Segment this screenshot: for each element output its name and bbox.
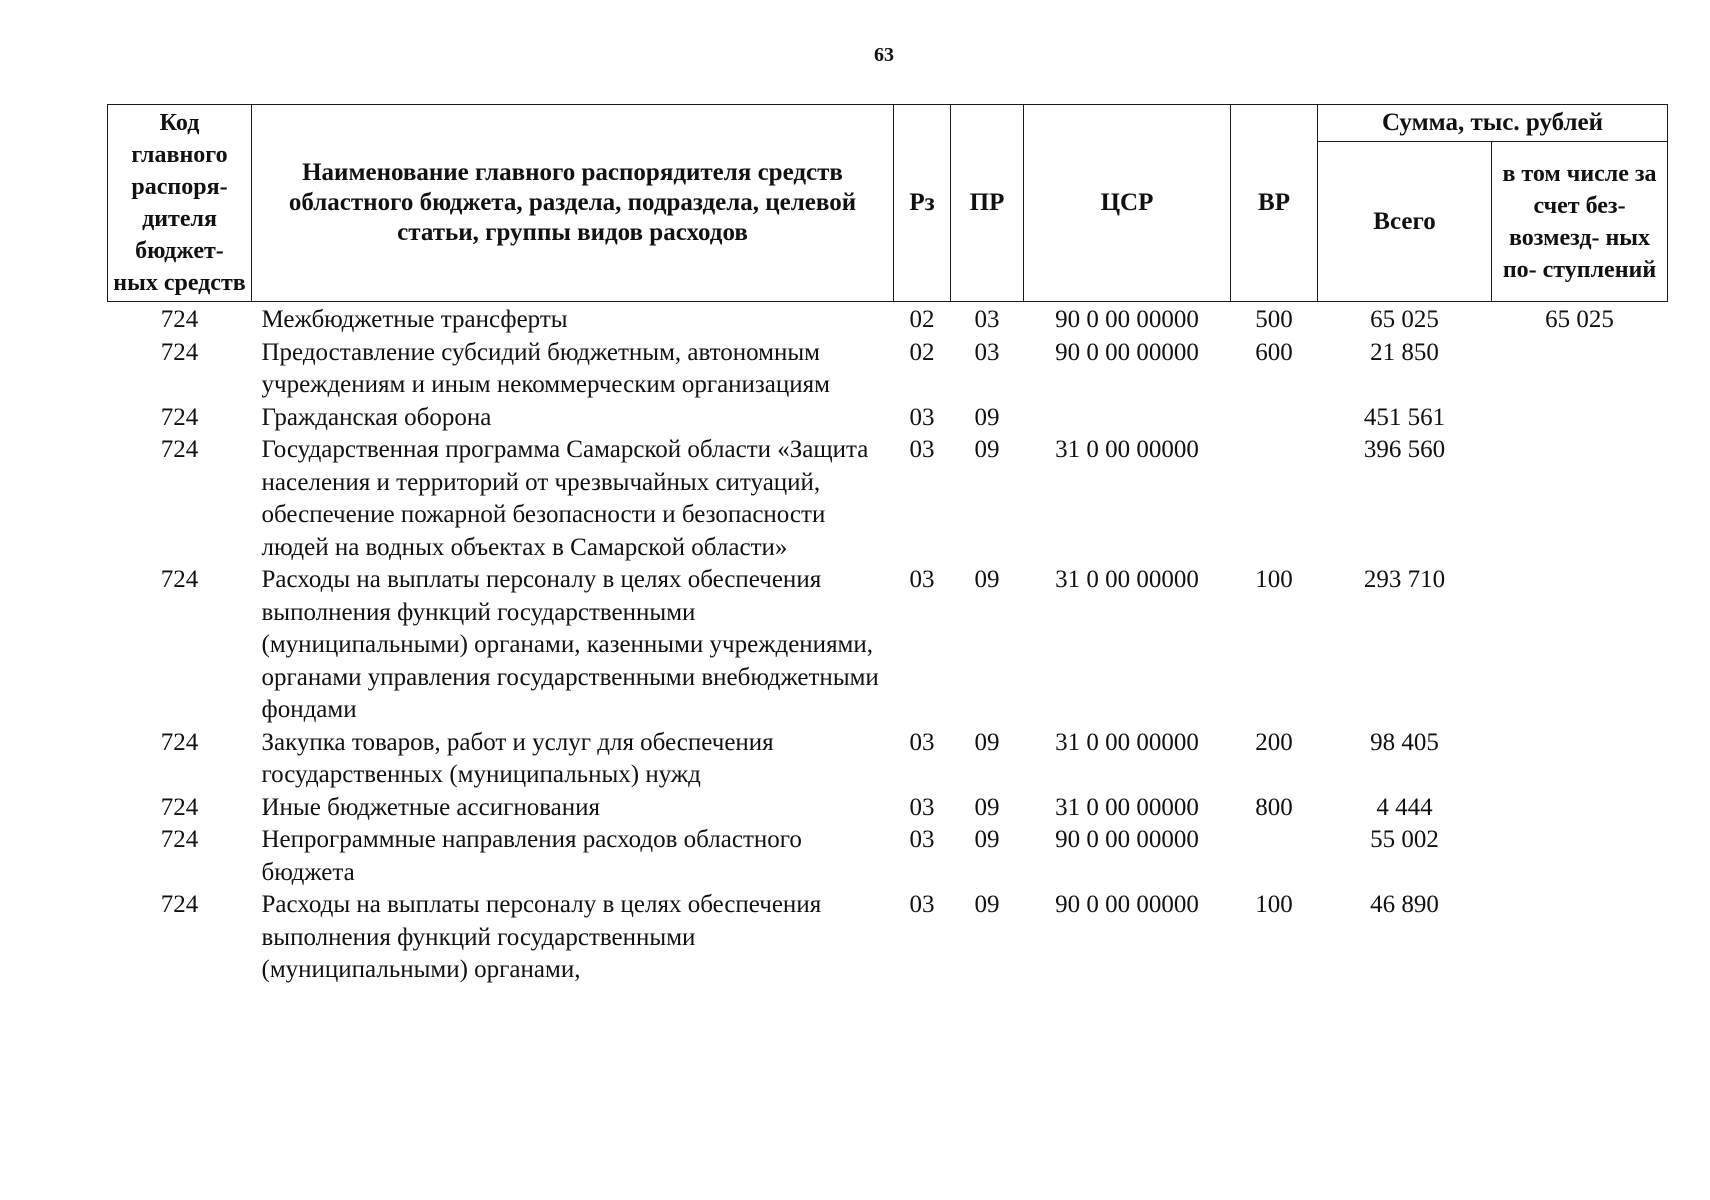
cell-name: Непрограммные направления расходов областного бюджета (261, 826, 802, 886)
budget-expenditure-table (107, 104, 1668, 987)
cell-name: Расходы на выплаты персоналу в целях обеспечения выполнения функций государственными (муниципальными) органами, казенными учреждениями, органами управления государственными внебюджетными фондами (261, 566, 879, 723)
cell-total: 98 405 (1370, 728, 1439, 756)
cell-pr: 09 (974, 826, 1000, 853)
cell-pr: 09 (974, 403, 1000, 431)
header-free: в том числе за счет без- возмезд- ных по- ступлений (1492, 142, 1668, 302)
table-row (108, 824, 1668, 889)
cell-rz: 03 (909, 826, 935, 853)
cell-name: Расходы на выплаты персоналу в целях обеспечения выполнения функций государственными (муниципальными) органами, (261, 891, 822, 983)
cell-name: Иные бюджетные ассигнования (261, 793, 601, 821)
cell-rz: 02 (909, 306, 935, 333)
cell-rz: 03 (909, 728, 935, 756)
cell-rz: 03 (909, 793, 935, 821)
cell-vr: 100 (1255, 891, 1293, 918)
header-name: Наименование главного распорядителя средств областного бюджета, раздела, подраздела, целевой статьи, группы видов расходов (252, 105, 894, 302)
cell-code: 724 (160, 566, 199, 593)
cell-vr: 200 (1255, 728, 1293, 756)
cell-total: 4 444 (1376, 793, 1433, 821)
cell-vr: 800 (1255, 793, 1293, 821)
cell-name: Предоставление субсидий бюджетным, автономным учреждениям и иным некоммерческим организациям (261, 338, 830, 398)
page-number: 63 (874, 44, 894, 66)
table-row (108, 402, 1668, 435)
cell-pr: 09 (974, 793, 1000, 821)
cell-csr: 90 0 00 00000 (1055, 338, 1199, 366)
table-row (108, 434, 1668, 564)
header-pr: ПР (951, 105, 1024, 302)
cell-code: 724 (160, 403, 199, 431)
cell-csr: 31 0 00 00000 (1055, 793, 1199, 821)
cell-csr: 31 0 00 00000 (1055, 566, 1199, 593)
cell-free: 65 025 (1545, 306, 1614, 333)
cell-vr (1231, 824, 1318, 889)
cell-code: 724 (160, 793, 199, 821)
cell-total: 46 890 (1370, 891, 1439, 918)
cell-csr: 90 0 00 00000 (1055, 826, 1199, 853)
table-row (108, 889, 1668, 987)
cell-name: Гражданская оборона (261, 403, 492, 431)
cell-free (1492, 792, 1668, 825)
cell-free (1492, 824, 1668, 889)
cell-name: Межбюджетные трансферты (261, 306, 568, 333)
cell-total: 55 002 (1370, 826, 1439, 853)
cell-code: 724 (160, 338, 199, 366)
cell-code: 724 (160, 306, 199, 333)
table-row (108, 792, 1668, 825)
header-total: Всего (1318, 142, 1492, 302)
cell-code: 724 (160, 728, 199, 756)
cell-total: 21 850 (1370, 338, 1439, 366)
table-row (108, 302, 1668, 337)
cell-free (1492, 434, 1668, 564)
cell-pr: 03 (974, 306, 1000, 333)
cell-total: 451 561 (1363, 403, 1446, 431)
cell-vr: 100 (1255, 566, 1293, 593)
cell-name: Государственная программа Самарской области «Защита населения и территорий от чрезвычайных ситуаций, обеспечение пожарной безопасности и безопасности людей на водных объектах в Самарской области» (261, 436, 869, 561)
cell-vr (1231, 402, 1318, 435)
cell-csr: 90 0 00 00000 (1055, 891, 1199, 918)
cell-rz: 02 (909, 338, 935, 366)
cell-csr: 31 0 00 00000 (1055, 436, 1199, 463)
cell-csr (1024, 402, 1231, 435)
cell-free (1492, 337, 1668, 402)
cell-code: 724 (160, 826, 199, 853)
cell-pr: 09 (974, 891, 1000, 918)
header-rz: Рз (894, 105, 951, 302)
cell-pr: 09 (974, 728, 1000, 756)
cell-code: 724 (160, 436, 199, 463)
cell-free (1492, 727, 1668, 792)
cell-csr: 90 0 00 00000 (1055, 306, 1199, 333)
header-code: Код главного распоря- дителя бюджет- ных средств (108, 105, 252, 302)
cell-pr: 09 (974, 566, 1000, 593)
cell-total: 396 560 (1363, 436, 1446, 463)
table-row (108, 564, 1668, 727)
table-row (108, 337, 1668, 402)
header-vr: ВР (1231, 105, 1318, 302)
cell-vr: 600 (1255, 338, 1293, 366)
cell-rz: 03 (909, 403, 935, 431)
cell-free (1492, 889, 1668, 987)
table-row (108, 727, 1668, 792)
cell-pr: 09 (974, 436, 1000, 463)
header-sum: Сумма, тыс. рублей (1318, 105, 1668, 142)
cell-rz: 03 (909, 566, 935, 593)
cell-name: Закупка товаров, работ и услуг для обеспечения государственных (муниципальных) нужд (261, 728, 774, 788)
cell-total: 65 025 (1370, 306, 1439, 333)
cell-csr: 31 0 00 00000 (1055, 728, 1199, 756)
header-csr: ЦСР (1024, 105, 1231, 302)
cell-free (1492, 402, 1668, 435)
cell-vr (1231, 434, 1318, 564)
cell-rz: 03 (909, 436, 935, 463)
cell-free (1492, 564, 1668, 727)
cell-total: 293 710 (1363, 566, 1446, 593)
cell-vr: 500 (1255, 306, 1293, 333)
table-header (108, 105, 1668, 302)
table-body (108, 302, 1668, 987)
cell-rz: 03 (909, 891, 935, 918)
cell-pr: 03 (974, 338, 1000, 366)
cell-code: 724 (160, 891, 199, 918)
